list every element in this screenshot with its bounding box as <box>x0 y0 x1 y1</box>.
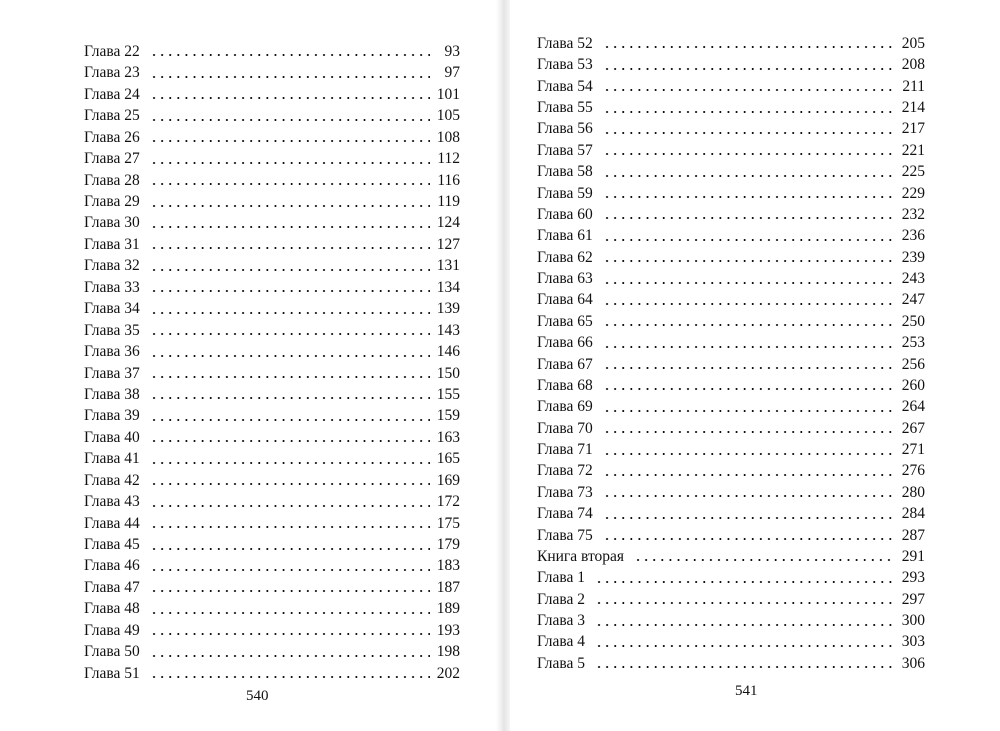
toc-entry <box>84 360 460 381</box>
toc-entry-page: 119 <box>437 193 460 210</box>
toc-entry <box>537 308 925 329</box>
toc-entry-page: 253 <box>901 334 925 352</box>
toc-entry-page: 97 <box>444 64 460 82</box>
toc-entry-title: Глава 53 <box>537 56 593 74</box>
toc-entry-title: Глава 70 <box>537 419 593 437</box>
toc-entry-page: 293 <box>901 569 925 587</box>
dot-leader <box>150 269 430 271</box>
toc-entry <box>537 51 925 72</box>
toc-entry-page: 172 <box>436 493 460 511</box>
toc-entry-title: Глава 34 <box>84 300 140 318</box>
toc-entry-title: Глава 37 <box>84 364 140 382</box>
dot-leader <box>603 260 895 262</box>
toc-entry-page: 250 <box>901 312 925 330</box>
toc-entry-page: 229 <box>901 184 925 202</box>
toc-entry-title: Глава 46 <box>84 557 140 575</box>
dot-leader <box>150 226 430 228</box>
toc-entry-page: 134 <box>436 278 460 296</box>
dot-leader <box>603 495 895 497</box>
toc-entry-page: 93 <box>444 42 460 60</box>
toc-entry-page: 189 <box>436 600 460 618</box>
dot-leader <box>603 517 895 519</box>
toc-entry <box>84 338 460 359</box>
toc-entry-page: 108 <box>436 128 460 146</box>
toc-entry-page: 163 <box>436 428 460 446</box>
toc-entry-page: 284 <box>901 505 925 523</box>
toc-entry-title: Глава 67 <box>537 355 593 373</box>
toc-entry-title: Глава 28 <box>84 171 140 189</box>
dot-leader <box>603 474 895 476</box>
toc-entry <box>84 381 460 402</box>
toc-entry-page: 112 <box>437 150 460 168</box>
toc-entry <box>537 607 925 628</box>
dot-leader <box>150 119 430 121</box>
toc-entry-title: Глава 72 <box>537 462 593 480</box>
dot-leader <box>603 282 895 284</box>
toc-entry <box>84 638 460 659</box>
toc-entry-title: Глава 55 <box>537 99 593 116</box>
dot-leader <box>150 612 430 614</box>
dot-leader <box>603 453 895 455</box>
toc-entry-title: Глава 74 <box>537 505 593 523</box>
toc-entry-page: 264 <box>901 398 925 416</box>
toc-list-right <box>537 30 925 671</box>
toc-entry-page: 101 <box>436 85 460 103</box>
toc-entry-page: 127 <box>436 235 460 253</box>
toc-entry-title: Глава 40 <box>84 428 140 446</box>
toc-entry-title: Глава 73 <box>537 483 593 501</box>
toc-entry-title: Глава 41 <box>84 450 140 468</box>
page-number-left: 540 <box>246 688 269 704</box>
dot-leader <box>150 676 430 678</box>
dot-leader <box>595 666 895 668</box>
toc-entry <box>537 650 925 671</box>
toc-entry-page: 131 <box>436 257 460 275</box>
toc-entry-title: Глава 39 <box>84 407 140 425</box>
toc-entry-title: Глава 27 <box>84 150 140 168</box>
toc-entry <box>537 116 925 137</box>
dot-leader <box>603 303 895 305</box>
toc-entry-page: 247 <box>901 291 925 309</box>
toc-entry <box>537 436 925 457</box>
toc-entry <box>84 574 460 595</box>
toc-entry <box>537 586 925 607</box>
toc-entry <box>84 488 460 509</box>
toc-entry-title: Глава 69 <box>537 398 593 416</box>
dot-leader <box>603 388 895 390</box>
toc-entry-page: 221 <box>901 141 925 159</box>
dot-leader <box>150 419 430 421</box>
toc-entry-title: Глава 57 <box>537 141 593 159</box>
toc-entry-page: 211 <box>902 77 925 95</box>
toc-entry-title: Глава 4 <box>537 633 586 651</box>
dot-leader <box>603 239 895 241</box>
toc-entry-title: Глава 47 <box>84 578 140 596</box>
toc-entry-title: Глава 5 <box>537 654 586 672</box>
toc-entry-title: Глава 22 <box>84 42 140 60</box>
toc-entry-page: 232 <box>901 205 925 223</box>
dot-leader <box>150 397 430 399</box>
toc-entry <box>537 73 925 94</box>
toc-entry-page: 300 <box>901 612 925 629</box>
toc-entry <box>537 543 925 564</box>
toc-entry <box>537 244 925 265</box>
toc-entry-title: Глава 58 <box>537 163 593 181</box>
toc-entry-title: Глава 1 <box>537 569 586 587</box>
toc-entry-page: 271 <box>901 441 925 458</box>
toc-entry-page: 303 <box>901 633 925 651</box>
toc-entry-page: 150 <box>436 364 460 382</box>
toc-entry-title: Глава 32 <box>84 257 140 275</box>
toc-entry-page: 124 <box>436 214 460 232</box>
dot-leader <box>150 526 430 528</box>
toc-entry <box>537 329 925 350</box>
toc-entry <box>84 467 460 488</box>
toc-entry-page: 256 <box>901 355 925 373</box>
toc-entry <box>84 295 460 316</box>
dot-leader <box>634 559 895 561</box>
toc-entry-page: 208 <box>901 56 925 74</box>
toc-entry-page: 239 <box>901 248 925 266</box>
toc-entry <box>84 210 460 231</box>
toc-entry-title: Глава 24 <box>84 85 140 103</box>
toc-entry-page: 217 <box>901 120 925 138</box>
toc-entry <box>84 38 460 59</box>
toc-entry-title: Глава 38 <box>84 385 140 403</box>
toc-entry <box>84 317 460 338</box>
dot-leader <box>603 538 895 540</box>
dot-leader <box>603 175 895 177</box>
toc-entry-page: 291 <box>901 547 925 565</box>
toc-entry <box>84 553 460 574</box>
dot-leader <box>150 355 430 357</box>
dot-leader <box>150 633 430 635</box>
toc-entry-page: 116 <box>437 171 460 189</box>
dot-leader <box>150 483 430 485</box>
dot-leader <box>150 440 430 442</box>
toc-entry <box>537 458 925 479</box>
toc-entry <box>84 531 460 552</box>
toc-list-left <box>84 38 460 681</box>
toc-entry <box>84 145 460 166</box>
dot-leader <box>595 602 895 604</box>
toc-entry-title: Глава 75 <box>537 526 593 544</box>
dot-leader <box>150 205 430 207</box>
toc-entry <box>537 351 925 372</box>
toc-entry-page: 297 <box>901 590 925 608</box>
dot-leader <box>603 132 895 134</box>
toc-entry <box>537 201 925 222</box>
toc-entry-title: Глава 45 <box>84 536 140 553</box>
dot-leader <box>603 324 895 326</box>
toc-entry-page: 139 <box>436 300 460 318</box>
toc-entry-page: 193 <box>436 621 460 639</box>
toc-entry <box>537 222 925 243</box>
dot-leader <box>150 97 430 99</box>
toc-entry-page: 198 <box>436 643 460 661</box>
toc-entry-title: Глава 51 <box>84 664 140 682</box>
toc-entry <box>84 231 460 252</box>
toc-entry <box>84 595 460 616</box>
dot-leader <box>150 590 430 592</box>
toc-entry <box>84 660 460 681</box>
toc-entry-page: 306 <box>901 654 925 672</box>
dot-leader <box>603 410 895 412</box>
toc-entry-title: Глава 43 <box>84 493 140 511</box>
toc-entry-page: 202 <box>436 664 460 682</box>
toc-entry-title: Глава 59 <box>537 184 593 202</box>
toc-entry <box>537 415 925 436</box>
toc-entry-page: 175 <box>436 514 460 532</box>
dot-leader <box>595 645 895 647</box>
toc-entry <box>537 564 925 585</box>
toc-entry <box>537 522 925 543</box>
dot-leader <box>603 431 895 433</box>
toc-entry-title: Глава 52 <box>537 34 593 52</box>
toc-entry-title: Глава 26 <box>84 128 140 146</box>
toc-entry <box>537 94 925 115</box>
toc-entry-title: Глава 30 <box>84 214 140 232</box>
dot-leader <box>603 68 895 70</box>
toc-entry-page: 159 <box>436 407 460 425</box>
toc-entry-title: Глава 25 <box>84 107 140 125</box>
toc-entry-title: Глава 65 <box>537 312 593 330</box>
toc-entry-page: 236 <box>901 227 925 245</box>
toc-entry-title: Глава 63 <box>537 270 593 287</box>
toc-entry <box>84 188 460 209</box>
toc-entry-title: Книга вторая <box>537 547 625 565</box>
dot-leader <box>603 153 895 155</box>
dot-leader <box>595 581 895 583</box>
dot-leader <box>150 548 430 550</box>
dot-leader <box>150 54 430 56</box>
toc-entry-title: Глава 56 <box>537 120 593 138</box>
dot-leader <box>603 46 895 48</box>
toc-entry-page: 155 <box>436 385 460 403</box>
toc-entry-page: 276 <box>901 462 925 480</box>
dot-leader <box>150 76 430 78</box>
toc-entry-title: Глава 50 <box>84 643 140 661</box>
dot-leader <box>603 111 895 113</box>
dot-leader <box>150 462 430 464</box>
dot-leader <box>150 140 430 142</box>
toc-entry-title: Глава 2 <box>537 590 586 608</box>
toc-entry <box>84 510 460 531</box>
toc-entry <box>84 81 460 102</box>
toc-entry-page: 214 <box>901 99 925 116</box>
toc-entry-page: 267 <box>901 419 925 437</box>
toc-entry <box>537 137 925 158</box>
toc-entry <box>537 372 925 393</box>
toc-entry-title: Глава 33 <box>84 278 140 296</box>
toc-entry-page: 183 <box>436 557 460 575</box>
toc-entry-title: Глава 71 <box>537 441 593 458</box>
toc-entry <box>537 500 925 521</box>
toc-entry-title: Глава 42 <box>84 471 140 489</box>
toc-entry-title: Глава 54 <box>537 77 593 95</box>
toc-entry <box>84 402 460 423</box>
dot-leader <box>150 333 430 335</box>
toc-entry-title: Глава 23 <box>84 64 140 82</box>
dot-leader <box>603 196 895 198</box>
toc-entry-page: 280 <box>901 483 925 501</box>
toc-entry <box>84 102 460 123</box>
dot-leader <box>150 290 430 292</box>
toc-entry-page: 287 <box>901 526 925 544</box>
dot-leader <box>150 655 430 657</box>
toc-entry-title: Глава 61 <box>537 227 593 245</box>
toc-entry-page: 179 <box>436 536 460 553</box>
dot-leader <box>603 89 895 91</box>
dot-leader <box>150 162 430 164</box>
toc-entry-title: Глава 44 <box>84 514 140 532</box>
toc-entry <box>537 180 925 201</box>
toc-entry <box>537 629 925 650</box>
dot-leader <box>603 367 895 369</box>
toc-entry <box>84 252 460 273</box>
toc-entry-title: Глава 49 <box>84 621 140 639</box>
toc-entry-page: 169 <box>436 471 460 489</box>
toc-entry <box>537 287 925 308</box>
toc-entry-title: Глава 36 <box>84 343 140 361</box>
toc-entry <box>84 59 460 80</box>
toc-entry-title: Глава 3 <box>537 612 586 629</box>
toc-entry <box>537 265 925 286</box>
dot-leader <box>603 217 895 219</box>
toc-entry <box>537 158 925 179</box>
dot-leader <box>595 624 895 626</box>
toc-entry-page: 146 <box>436 343 460 361</box>
toc-entry-title: Глава 31 <box>84 235 140 253</box>
toc-entry-page: 187 <box>436 578 460 596</box>
toc-entry <box>537 393 925 414</box>
toc-entry-title: Глава 48 <box>84 600 140 618</box>
toc-entry-title: Глава 64 <box>537 291 593 309</box>
toc-entry-page: 243 <box>901 270 925 287</box>
toc-entry-page: 205 <box>901 34 925 52</box>
toc-entry <box>84 617 460 638</box>
toc-entry-page: 165 <box>436 450 460 468</box>
dot-leader <box>150 376 430 378</box>
toc-entry-title: Глава 66 <box>537 334 593 352</box>
toc-entry-page: 260 <box>901 376 925 394</box>
toc-entry-title: Глава 62 <box>537 248 593 266</box>
toc-entry-title: Глава 68 <box>537 376 593 394</box>
toc-entry <box>537 479 925 500</box>
right-page <box>505 0 1000 731</box>
dot-leader <box>150 183 430 185</box>
toc-entry <box>84 424 460 445</box>
page-number-right: 541 <box>735 683 758 699</box>
toc-entry-page: 225 <box>901 163 925 181</box>
toc-entry-title: Глава 29 <box>84 193 140 210</box>
toc-entry <box>84 124 460 145</box>
dot-leader <box>150 505 430 507</box>
dot-leader <box>150 312 430 314</box>
toc-entry <box>84 445 460 466</box>
dot-leader <box>150 569 430 571</box>
toc-entry <box>84 274 460 295</box>
dot-leader <box>603 346 895 348</box>
toc-entry <box>84 167 460 188</box>
dot-leader <box>150 247 430 249</box>
toc-entry <box>537 30 925 51</box>
toc-entry-title: Глава 35 <box>84 321 140 339</box>
toc-entry-page: 105 <box>436 107 460 125</box>
toc-entry-page: 143 <box>436 321 460 339</box>
toc-entry-title: Глава 60 <box>537 205 593 223</box>
